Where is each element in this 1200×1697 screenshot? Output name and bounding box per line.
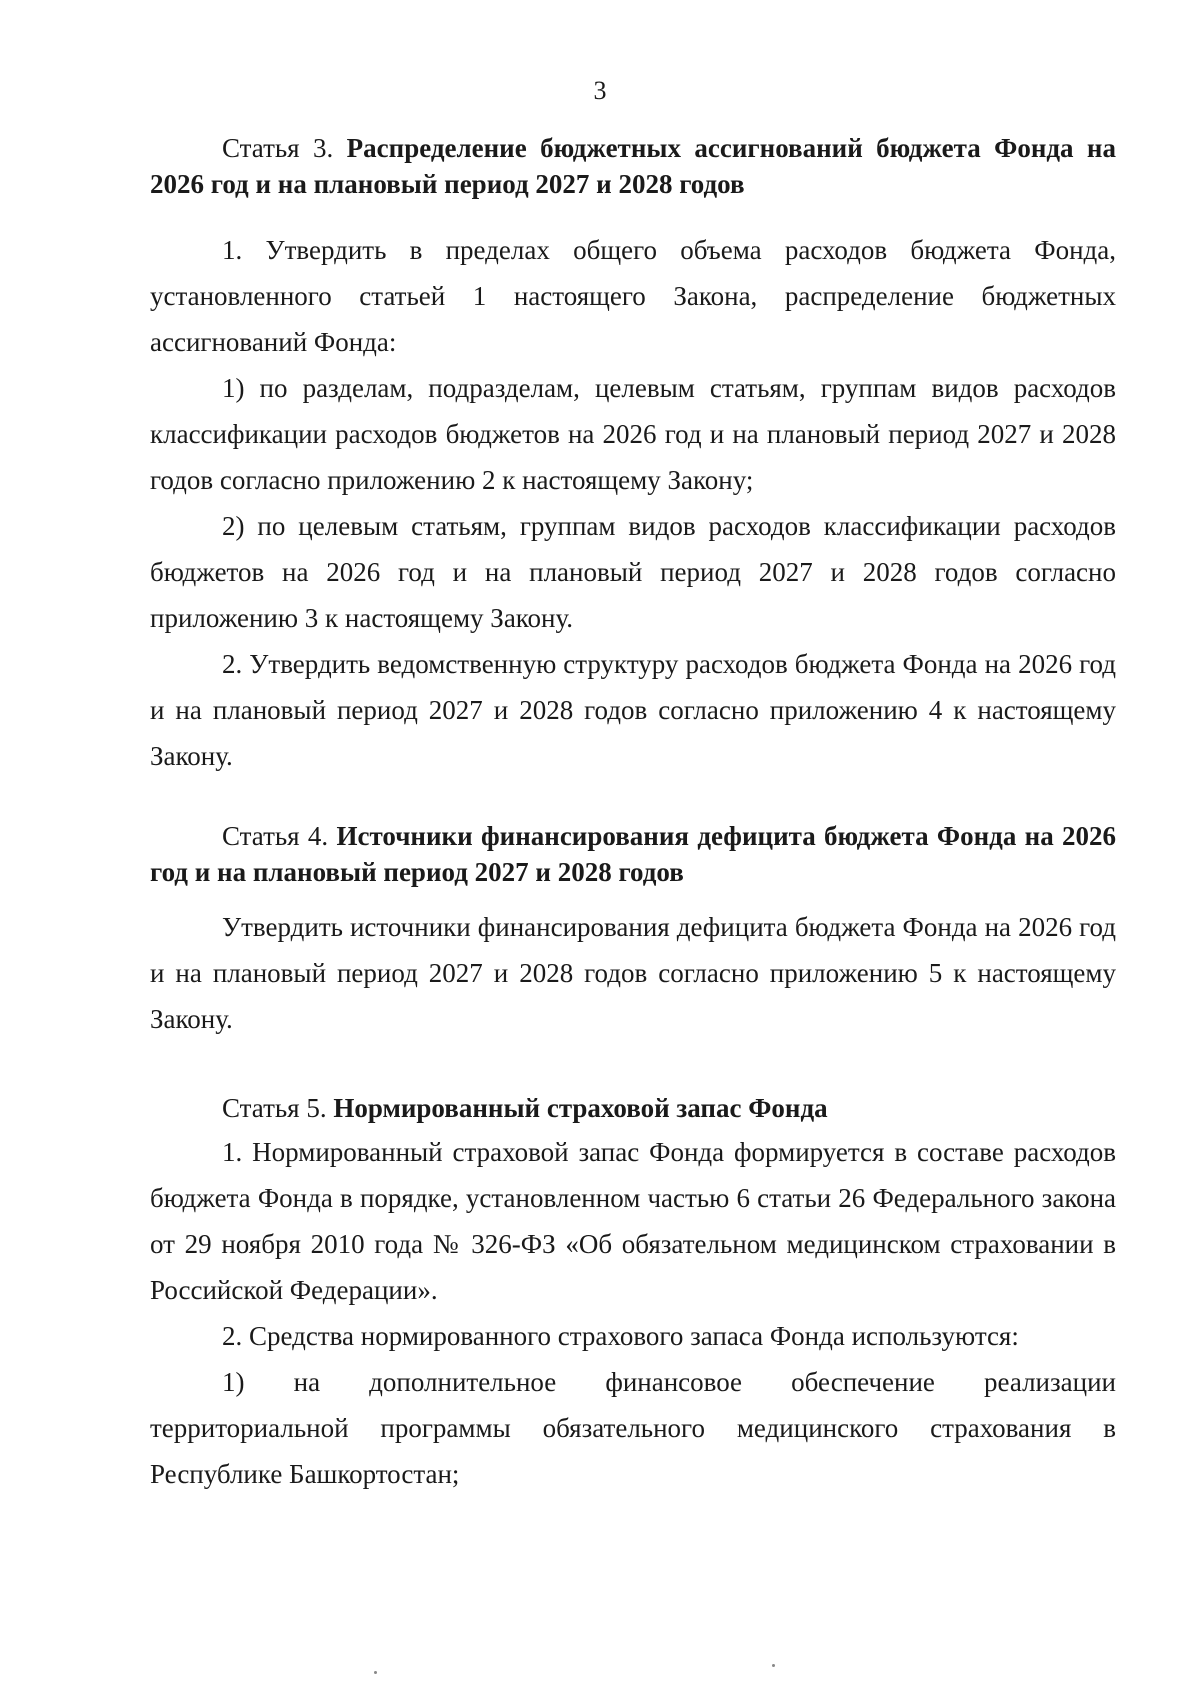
scan-speck [374,1671,377,1674]
article-4-heading [150,818,1116,890]
article-5-paragraph-1: 1. Нормированный страховой запас Фонда формируется в составе расходов бюджета Фонда в порядке, установленном частью 6 статьи 26 Федерального закона от 29 ноября 2010 года № 326-ФЗ «Об обязательном медицинском страховании в Российской Федерации». [150,1137,1116,1305]
article-3-paragraph-2: 2. Утвердить ведомственную структуру расходов бюджета Фонда на 2026 год и на плановый период 2027 и 2028 годов согласно приложению 4 к настоящему Закону. [150,649,1116,771]
article-5-label: Статья 5. [222,1093,327,1123]
article-3-item-1: 1) по разделам, подразделам, целевым статьям, группам видов расходов классификации расходов бюджетов на 2026 год и на плановый период 2027 и 2028 годов согласно приложению 2 к настоящему Закону; [150,373,1116,495]
article-4-paragraph-1: Утвердить источники финансирования дефицита бюджета Фонда на 2026 год и на плановый период 2027 и 2028 годов согласно приложению 5 к настоящему Закону. [150,912,1116,1034]
article-5-item-1-continuation: территориальной программы обязательного медицинского страхования в Республике Башкортостан; [150,1413,1116,1489]
article-4-label: Статья 4. [222,821,329,851]
page-number: 3 [593,76,607,105]
article-3-heading [150,130,1116,202]
article-5-body [150,1129,1116,1497]
article-3-label: Статья 3. [222,133,334,163]
article-5-heading [150,1090,1116,1126]
article-5-title: Нормированный страховой запас Фонда [333,1093,828,1123]
article-5-paragraph-2: 2. Средства нормированного страхового запаса Фонда используются: [222,1321,1019,1351]
article-3-title: Распределение бюджетных ассигнований бюджета Фонда на 2026 год и на плановый период 2027 и 2028 годов [150,133,1116,199]
article-4-body [150,904,1116,1042]
article-5-item-1-first-line: 1) на дополнительное финансовое обеспечение реализации [222,1367,1116,1397]
article-4-title: Источники финансирования дефицита бюджета Фонда на 2026 год и на плановый период 2027 и 2028 годов [150,821,1117,887]
article-3-paragraph-1: 1. Утвердить в пределах общего объема расходов бюджета Фонда, установленного статьей 1 настоящего Закона, распределение бюджетных ассигнований Фонда: [150,235,1116,357]
scan-speck [772,1664,775,1667]
article-3-body [150,227,1116,779]
article-3-item-2: 2) по целевым статьям, группам видов расходов классификации расходов бюджетов на 2026 год и на плановый период 2027 и 2028 годов согласно приложению 3 к настоящему Закону. [150,511,1116,633]
